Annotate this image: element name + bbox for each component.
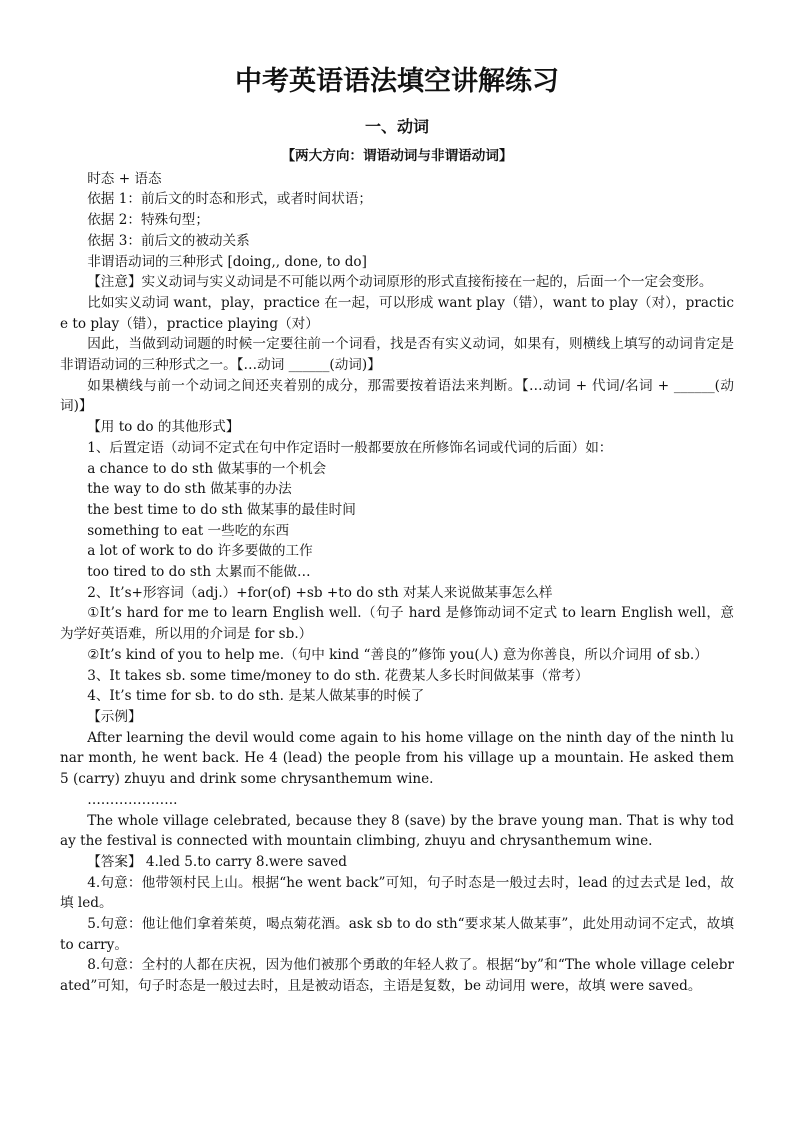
answer-line: 【答案】 4.led 5.to carry 8.were saved [87,853,347,870]
example-phrase: a chance to do sth 做某事的一个机会 [87,460,327,477]
paragraph: 依据 2：特殊句型； [87,212,209,229]
section-title: 一、动词 [364,117,429,136]
paragraph: ②It’s kind of you to help me.（句中 kind “善良的”修饰 you(人) 意为你善良，所以介词用 of sb.） [87,646,708,663]
explanation: 4.句意：他带领村民上山。根据“he went back”可知，句子时态是一般过去时，lead 的过去式是 led，故填 led。 [60,874,734,912]
paragraph: 4、It’s time for sb. to do sth. 是某人做某事的时候了 [87,688,425,705]
paragraph: 非谓语动词的三种形式 [doing,, done, to do] [87,253,367,270]
paragraph: 2、It’s+形容词（adj.）+for(of) +sb +to do sth 对某人来说做某事怎么样 [87,584,553,601]
paragraph: 时态 + 语态 [87,170,162,187]
example-phrase: a lot of work to do 许多要做的工作 [87,543,313,560]
direction-heading: 【两大方向：谓语动词与非谓语动词】 [281,148,513,164]
paragraph: 1、后置定语（动词不定式在句中作定语时一般都要放在所修饰名词或代词的后面）如： [87,439,613,456]
subheading: 【示例】 [87,708,142,725]
example-phrase: the best time to do sth 做某事的最佳时间 [87,501,356,518]
example-phrase: the way to do sth 做某事的办法 [87,481,292,498]
paragraph: 因此，当做到动词题的时候一定要往前一个词看，找是否有实义动词，如果有，则横线上填写的动词肯定是非谓语动词的三种形式之一。【…动词 ______(动词)】 [60,336,734,374]
example-phrase: something to eat 一些吃的东西 [87,522,290,539]
ellipsis: ……………….. [87,791,178,808]
paragraph: 依据 1：前后文的时态和形式，或者时间状语； [87,191,373,208]
subheading: 【用 to do 的其他形式】 [87,419,240,436]
explanation: 5.句意：他让他们拿着茱萸，喝点菊花酒。ask sb to do sth“要求某人做某事”，此处用动词不定式，故填 to carry。 [60,916,734,953]
example-passage: After learning the devil would come again to his home village on the ninth day of the ninth lunar month, he went back. He 4 (lead) the people from his village up a mountain. He asked them 5 (carry) zhuyu and drink some chrysanthemum wine. [60,729,734,788]
example-phrase: too tired to do sth 太累而不能做… [87,564,311,581]
document-page [60,62,734,997]
document-title: 中考英语语法填空讲解练习 [235,66,559,97]
paragraph: 比如实义动词 want，play，practice 在一起，可以形成 want play（错），want to play（对），practice to play（错），practice playing（对） [60,294,734,332]
explanation: 8.句意：全村的人都在庆祝，因为他们被那个勇敢的年轻人救了。根据“by”和“The whole village celebrated”可知，句子时态是一般过去时，且是被动语态，主语是复数，be 动词用 were，故填 were saved。 [60,957,734,995]
paragraph: ①It’s hard for me to learn English well.（句子 hard 是修饰动词不定式 to learn English well，意为学好英语难，所以用的介词是 for sb.） [60,605,734,643]
paragraph: 如果横线与前一个动词之间还夹着别的成分，那需要按着语法来判断。【…动词 + 代词/名词 + ______(动词)】 [60,377,734,415]
paragraph: 3、It takes sb. some time/money to do sth. 花费某人多长时间做某事（常考） [87,667,589,684]
example-passage: The whole village celebrated, because they 8 (save) by the brave young man. That is why today the festival is connected with mountain climbing, zhuyu and chrysanthemum wine. [60,812,734,850]
paragraph: 依据 3：前后文的被动关系 [87,232,250,249]
paragraph: 【注意】实义动词与实义动词是不可能以两个动词原形的形式直接衔接在一起的，后面一个一定会变形。 [87,274,713,291]
